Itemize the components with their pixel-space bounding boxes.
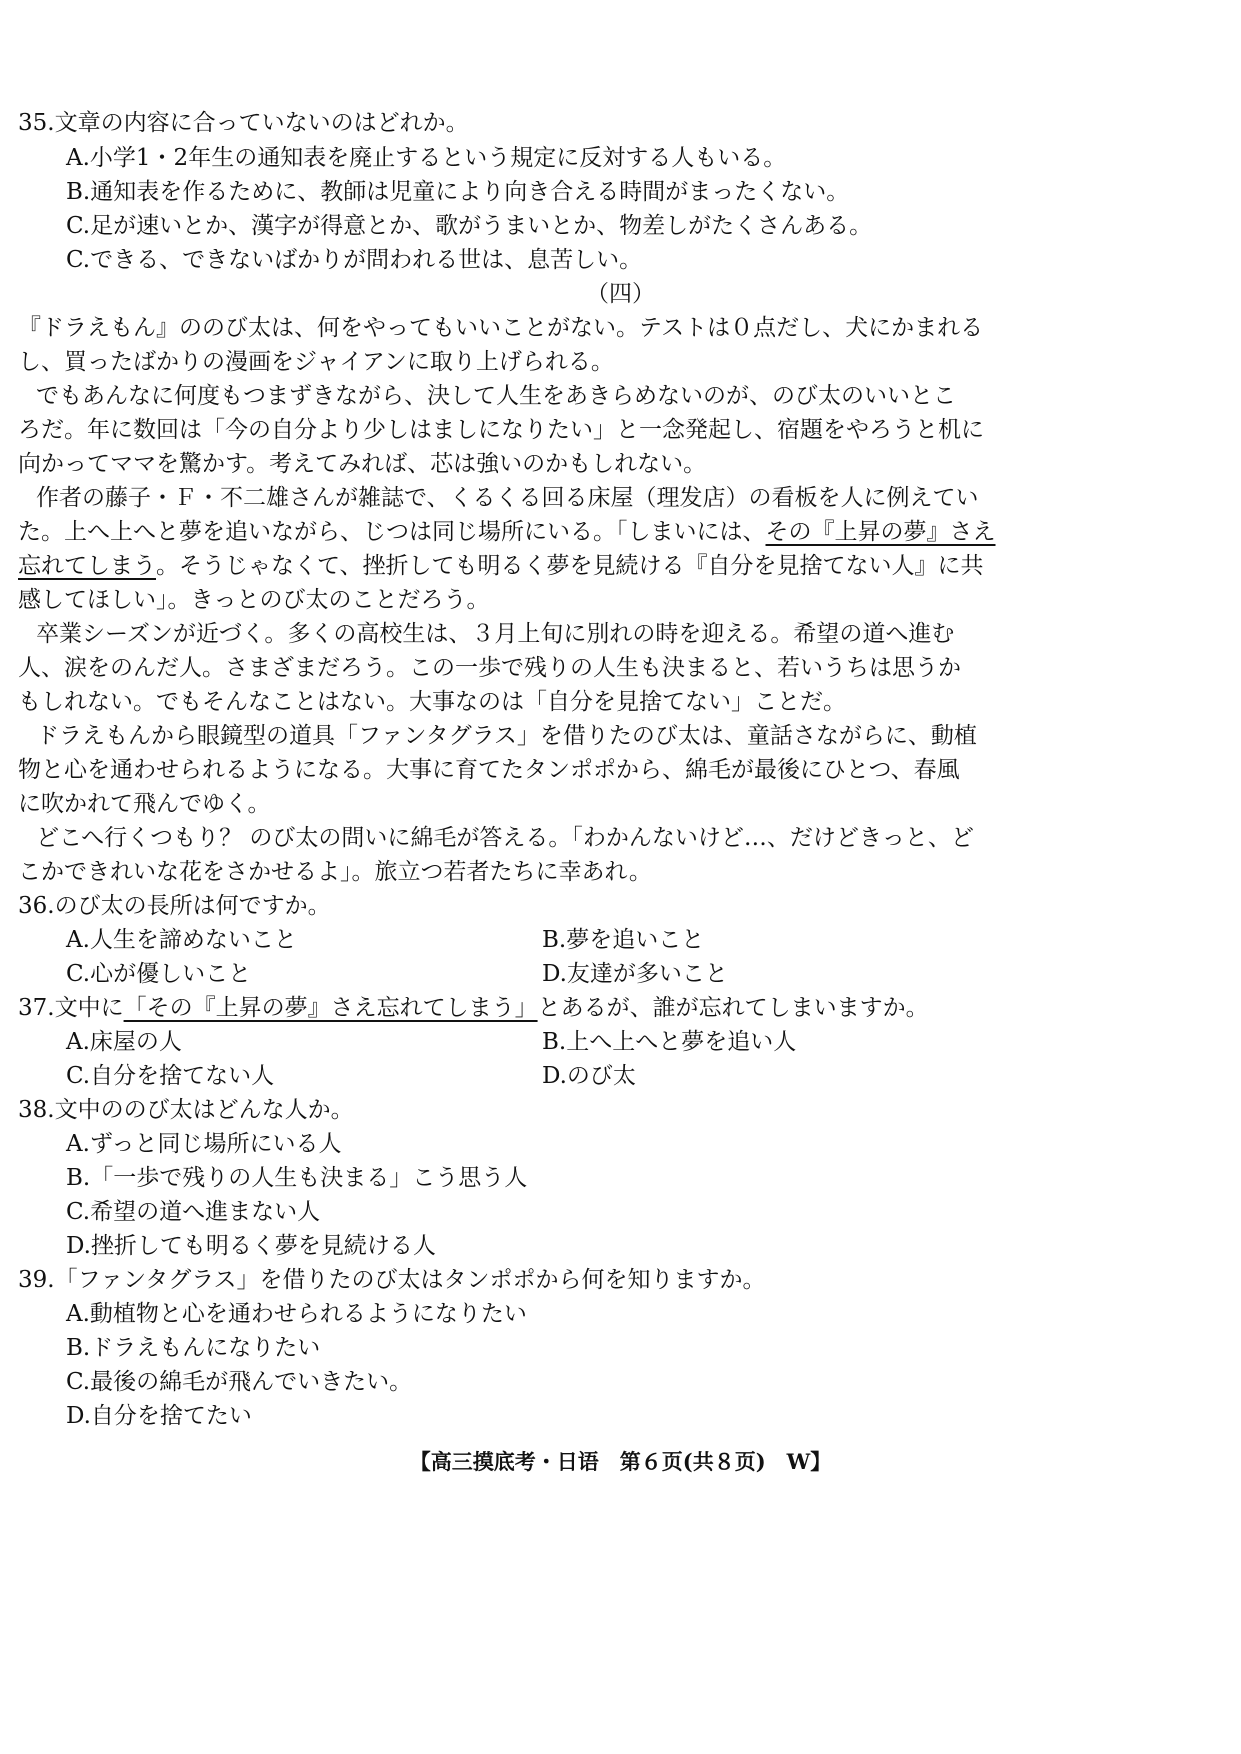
passage-text: た。上へ上へと夢を追いながら、じつは同じ場所にいる。「しまいには、 <box>18 519 766 545</box>
q35-option-c2: C.できる、できないばかりが問われる世は、息苦しい。 <box>66 247 643 273</box>
q39-option-a: A.動植物と心を通わせられるようになりたい <box>66 1301 527 1327</box>
q36-stem: 36.のび太の長所は何ですか。 <box>18 893 331 919</box>
q37-stem-quote: 「その『上昇の夢』さえ忘れてしまう」 <box>123 995 538 1021</box>
passage-line: もしれない。でもそんなことはない。大事なのは「自分を見捨てない」ことだ。 <box>18 689 846 715</box>
q37-option-a: A.床屋の人 <box>66 1029 182 1055</box>
passage-line: どこへ行くつもり？ のび太の問いに綿毛が答える。「わかんないけど…、だけどきっと、ど <box>36 825 974 851</box>
passage-line <box>18 517 996 547</box>
section-title: （四） <box>586 281 655 307</box>
passage-line: でもあんなに何度もつまずきながら、決して人生をあきらめないのが、のび太のいいとこ <box>36 383 956 409</box>
page-footer: 【高三摸底考・日语 第６页(共８页) W】 <box>409 1449 832 1474</box>
passage-line: 向かってママを驚かす。考えてみれば、芯は強いのかもしれない。 <box>18 451 707 477</box>
passage-line: 卒業シーズンが近づく。多くの高校生は、３月上旬に別れの時を迎える。希望の道へ進む <box>36 621 955 647</box>
passage-text: 。そうじゃなくて、挫折しても明るく夢を見続ける『自分を見捨てない人』に共 <box>156 553 984 579</box>
passage-line: に吹かれて飛んでゆく。 <box>18 791 271 817</box>
q38-option-a: A.ずっと同じ場所にいる人 <box>66 1131 342 1157</box>
q39-option-c: C.最後の綿毛が飛んでいきたい。 <box>66 1369 413 1395</box>
passage-line: 人、涙をのんだ人。さまざまだろう。この一歩で残りの人生も決まると、若いうちは思うか <box>18 655 961 681</box>
q39-stem: 39.「ファンタグラス」を借りたのび太はタンポポから何を知りますか。 <box>18 1267 766 1293</box>
q35-option-b: B.通知表を作るために、教師は児童により向き合える時間がまったくない。 <box>66 179 850 205</box>
q38-option-d: D.挫折しても明るく夢を見続ける人 <box>66 1233 436 1259</box>
q38-stem: 38.文中ののび太はどんな人か。 <box>18 1097 354 1123</box>
passage-line: 作者の藤子・Ｆ・不二雄さんが雑誌で、くるくる回る床屋（理发店）の看板を人に例えてい <box>36 485 979 511</box>
passage-line: 物と心を通わせられるようになる。大事に育てたタンポポから、綿毛が最後にひとつ、春風 <box>18 757 960 783</box>
q35-option-a: A.小学1・2年生の通知表を廃止するという規定に反対する人もいる。 <box>66 145 787 171</box>
q39-option-b: B.ドラえもんになりたい <box>66 1335 321 1361</box>
q37-option-b: B.上へ上へと夢を追い人 <box>542 1029 797 1055</box>
q37-stem <box>18 993 929 1023</box>
passage-line <box>18 551 984 581</box>
q35-stem: 35.文章の内容に合っていないのはどれか。 <box>18 110 469 136</box>
q36-option-b: B.夢を追いこと <box>542 927 705 953</box>
q36-option-a: A.人生を諦めないこと <box>66 927 297 953</box>
passage-line: 感してほしい」。きっとのび太のことだろう。 <box>18 587 490 613</box>
q39-option-d: D.自分を捨てたい <box>66 1403 252 1429</box>
q38-option-b: B.「一歩で残りの人生も決まる」こう思う人 <box>66 1165 528 1191</box>
q37-option-c: C.自分を捨てない人 <box>66 1063 275 1089</box>
q37-stem-post: とあるが、誰が忘れてしまいますか。 <box>537 995 929 1021</box>
q37-stem-pre: 37.文中に <box>18 995 124 1021</box>
q36-option-d: D.友達が多いこと <box>542 961 728 987</box>
passage-line: ろだ。年に数回は「今の自分より少しはましになりたい」と一念発起し、宿題をやろうと机に <box>18 417 984 443</box>
underlined-phrase: 忘れてしまう <box>18 553 156 579</box>
passage-line: こかできれいな花をさかせるよ」。旅立つ若者たちに幸あれ。 <box>18 859 652 885</box>
passage-line: ドラえもんから眼鏡型の道具「ファンタグラス」を借りたのび太は、童話さながらに、動植 <box>36 723 977 749</box>
q38-option-c: C.希望の道へ進まない人 <box>66 1199 321 1225</box>
q35-option-c: C.足が速いとか、漢字が得意とか、歌がうまいとか、物差しがたくさんある。 <box>66 213 873 239</box>
passage-line: 『ドラえもん』ののび太は、何をやってもいいことがない。テストは０点だし、犬にかまれる <box>18 315 984 341</box>
q37-option-d: D.のび太 <box>542 1063 636 1089</box>
q36-option-c: C.心が優しいこと <box>66 961 252 987</box>
passage-line: し、買ったばかりの漫画をジャイアンに取り上げられる。 <box>18 349 614 375</box>
underlined-phrase: その『上昇の夢』さえ <box>765 519 996 545</box>
